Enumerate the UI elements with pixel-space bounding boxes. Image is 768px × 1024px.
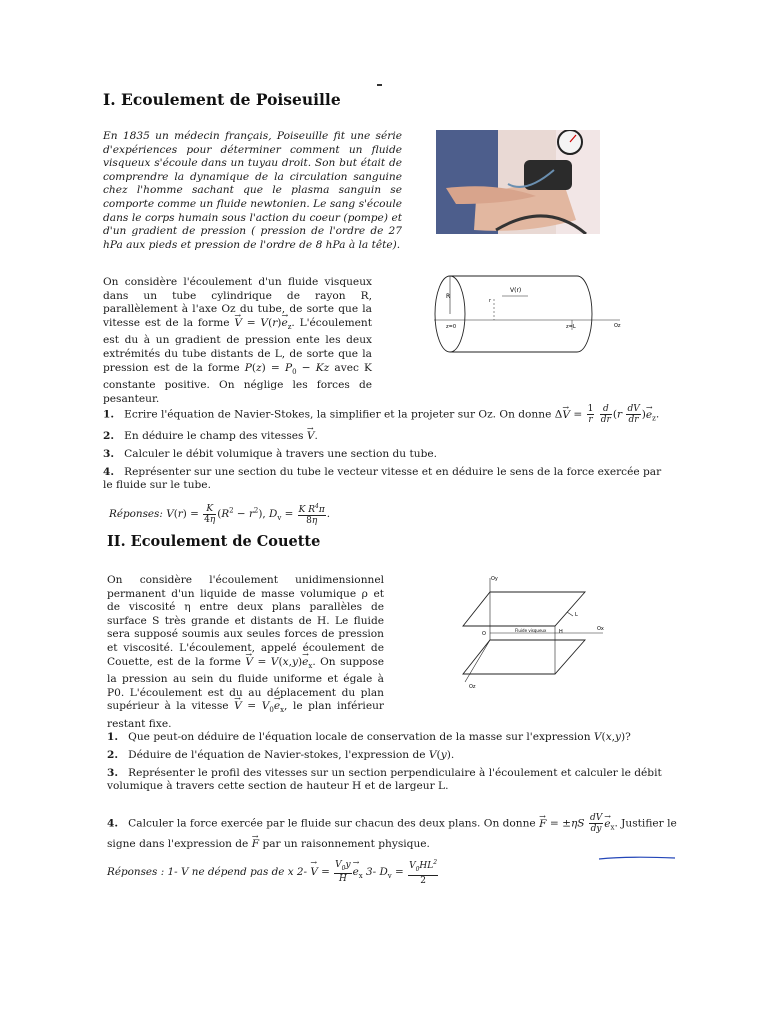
poiseuille-intro: En 1835 un médecin français, Poiseuille fit une série d'expériences pour déterminer comment un fluide visqueux s'écoule dans un tuyau droit. Son but était de comprendre la dynamique de la circulation sanguine chez l'homme sachant que le plasma sanguin se comporte comme un fluide newtonien. Le sang s'écoule dans le corps humain sous l'action du coeur (pompe) et d'un gradient de pression ( pression de l'ordre de 27 hPa aux pieds et pression de l'ordre de 8 hPa à la tête).: [103, 130, 402, 251]
tube-diagram: [432, 272, 632, 362]
poiseuille-question-1: 1. Ecrire l'équation de Navier-Stokes, la simplifier et la projeter sur Oz. On donne Δ→ V = $\frac{1}{r}$ $\frac{d}{dr}$ (r $\frac{dV}{dr}$ )→ $e_z$.: [103, 404, 663, 426]
poiseuille-question-3: 3. Calculer le débit volumique à travers une section du tube.: [103, 448, 437, 460]
couette-intro: On considère l'écoulement unidimensionnel permanent d'un liquide de masse volumique ρ et de viscosité η entre deux plans parallèles de surface S très grande et distants de H. Le fluide sera supposé soumis aux seules forces de pression et viscosité. L'écoulement, appelé écoulement de Couette, est de la forme → $V = V(x,y)\to e_x$. On suppose la pression au sein du fluide uniforme et égale à P0. L'écoulement est du au déplacement du plan supérieur à la vitesse → $V = V_0\to e_x$, le plan inférieur restant fixe.: [107, 574, 384, 732]
couette-diagram: [455, 572, 615, 690]
couette-o-label: O: [482, 631, 486, 637]
couette-h-label: H: [559, 629, 563, 635]
poiseuille-question-4: 4. Représenter sur une section du tube le vecteur vitesse et en déduire le sens de la force exercée par le fluide sur le tube.: [103, 466, 662, 492]
blood-pressure-photo: [436, 130, 600, 234]
couette-ox-label: Ox: [597, 626, 604, 632]
tube-r-small: r: [489, 298, 492, 304]
couette-oz-label: Oz: [469, 684, 476, 690]
tube-v-label: V(r): [510, 287, 522, 294]
poiseuille-setup: On considère l'écoulement d'un fluide visqueux dans un tube cylindrique de rayon R, parallèlement à l'axe Oz du tube, de sorte que la vitesse est de la forme → $V = V(r)\to e_z$. L'écoulement est du à un gradient de pression ente les deux extrémités du tube distants de L, de sorte que la pression est de la forme $P(z) = P_0 - Kz$ avec K constante positive. On néglige les forces de pesanteur.: [103, 276, 372, 407]
poiseuille-answers: Réponses: V(r) = $\frac{K}{4\eta}$ $(R^2 - r^2)$, $D_v$ = $\frac{K R^4\pi}{8\eta}$ .: [109, 503, 331, 526]
couette-l-label: L: [575, 612, 578, 618]
section-title-couette: II. Ecoulement de Couette: [107, 533, 321, 550]
tube-axis-label: Oz: [614, 323, 621, 329]
tube-z0-label: z=0: [446, 324, 456, 330]
couette-fluid-label: Fluide visqueux: [515, 628, 547, 633]
couette-question-2: 2. Déduire de l'équation de Navier-stokes, l'expression de V(y).: [107, 749, 455, 761]
couette-answers: Réponses : 1- V ne dépend pas de x 2- → V = $\frac{V_0y}{H}$ → $e_x$ 3- $D_v$ = $\frac{V_0HL^2}{2}$: [107, 858, 439, 886]
pen-stroke: [598, 846, 676, 852]
couette-oy-label: Oy: [491, 576, 498, 582]
couette-question-1: 1. Que peut-on déduire de l'équation locale de conservation de la masse sur l'expression V(x,y)?: [107, 731, 631, 743]
top-mark: [377, 84, 382, 86]
tube-zl-label: z=L: [566, 324, 576, 330]
section-title-poiseuille: I. Ecoulement de Poiseuille: [103, 90, 341, 109]
couette-question-3: 3. Représenter le profil des vitesses sur un section perpendiculaire à l'écoulement et calculer le débit volumique à travers cette section de hauteur H et de largeur L.: [107, 767, 662, 793]
tube-r-label: R: [446, 293, 451, 300]
couette-question-4-line2: signe dans l'expression de → F par un raisonnement physique.: [107, 838, 677, 851]
couette-question-4: 4. Calculer la force exercée par le fluide sur chacun des deux plans. On donne → F = ±ηS $\frac{dV}{dy}$ → $e_x$. Justifier le: [107, 813, 677, 835]
poiseuille-question-2: 2. En déduire le champ des vitesses → V.: [103, 430, 663, 443]
